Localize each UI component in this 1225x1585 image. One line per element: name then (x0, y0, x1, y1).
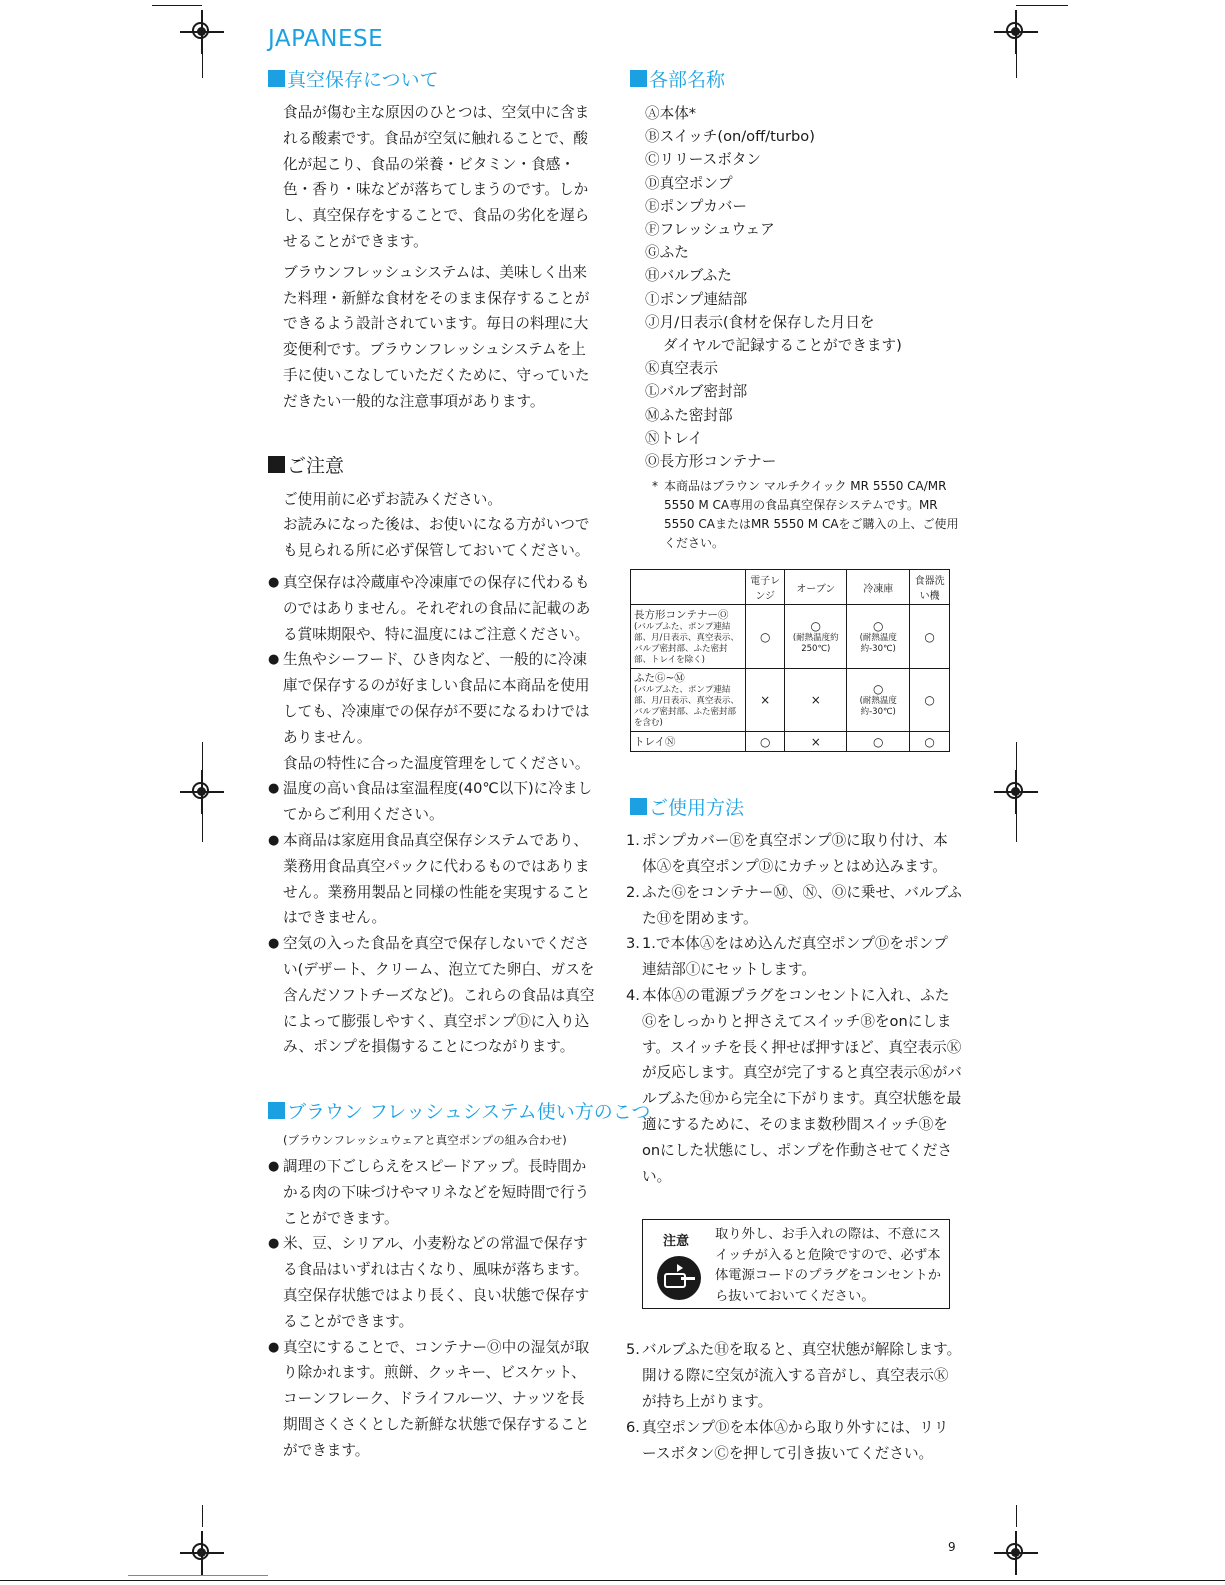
left-column (268, 64, 651, 1464)
table-header (631, 570, 746, 605)
trim-line-mid-left-v (202, 742, 203, 842)
caution-bullet: ● 温度の高い食品は室温程度(40℃以下)に冷ましてからご利用ください。 (268, 776, 598, 828)
bottom-rule (128, 1575, 268, 1576)
square-bullet-icon (268, 70, 285, 87)
trim-line-bottom-left-v (202, 1505, 203, 1527)
caution-bullet: ● 空気の入った食品を真空で保存しないでください(デザート、クリーム、泡立てた卵白、ガスを含んだソフトチーズなど)。これらの食品は真空によって膨張しやすく、真空ポンプⒹに入り込み、ポンプを損傷することにつながります。 (268, 931, 598, 1060)
page-number: 9 (948, 1540, 956, 1554)
caution-heading (268, 451, 598, 479)
part-item-continuation: ダイヤルで記録することができます) (663, 337, 902, 355)
vacuum-heading-text: 真空保存について (287, 68, 439, 91)
caution-bullet: ● 生魚やシーフード、ひき肉など、一般的に冷凍庫で保存するのが好ましい食品に本商品を使用しても、冷凍庫での保存が不要になるわけではありません。 (268, 647, 598, 750)
trim-line-bottom (0, 1580, 1225, 1581)
table-row-item: 長方形コンテナーⓄ (バルブふた、ポンプ連結部、月/日表示、真空表示、バルブ密封部、ふた密封部、トレイを除く) (631, 605, 746, 669)
caution-heading-text: ご注意 (287, 455, 345, 478)
parts-heading-text: 各部名称 (649, 68, 726, 91)
part-item: Ⓝトレイ (645, 429, 703, 447)
caution-bullet: ● 真空保存は冷蔵庫や冷凍庫での保存に代わるものではありません。それぞれの食品に記載のある賞味期限や、特に温度にはご注意ください。 (268, 570, 598, 647)
trim-line-top-right (1016, 5, 1068, 6)
unplug-warning-icon (657, 1256, 701, 1300)
parts-note: * 本商品はブラウン マルチクイック MR 5550 CA/MR 5550 M CA専用の食品真空保存システムです。MR 5550 CAまたはMR 5550 M CAをご購入の上、ご使用ください。 (652, 479, 959, 551)
table-row-item: ふたⒼ~Ⓜ (バルブふた、ポンプ連結部、月/日表示、真空表示、バルブ密封部、ふた密封部を含む) (631, 669, 746, 732)
table-row (631, 732, 950, 752)
trim-line-top-left-v (202, 40, 203, 78)
vacuum-heading (268, 64, 598, 92)
part-item: Ⓐ本体* (645, 105, 697, 122)
part-item: Ⓞ長方形コンテナー (645, 453, 777, 471)
caution-intro-1: ご使用前に必ずお読みください。 (283, 490, 502, 508)
bullet-dot-icon: ● (268, 652, 280, 668)
bullet-dot-icon: ● (268, 936, 280, 952)
tips-heading (268, 1096, 651, 1124)
table-header: 電子レンジ (746, 570, 785, 605)
trim-line-top-right-v (1016, 40, 1017, 78)
table-cell: ○ (910, 732, 950, 752)
caution-bullet: ● 本商品は家庭用食品真空保存システムであり、業務用食品真空パックに代わるものではありません。業務用製品と同様の性能を実現することはできません。 (268, 828, 598, 931)
part-item: Ⓓ真空ポンプ (645, 174, 733, 192)
tips-heading-text: ブラウン フレッシュシステム使い方のこつ (287, 1100, 651, 1123)
howto-step: 4. 本体Ⓐの電源プラグをコンセントに入れ、ふたⒼをしっかりと押さえてスイッチⒷをonにします。スイッチを長く押せば押すほど、真空表示Ⓚが反応します。真空が完了すると真空表示ⓀがバルブふたⒽから完全に下がります。真空状態を最適にするために、そのまま数秒間スイッチⒷをonにした状態にし、ポンプを作動させてください。 (626, 987, 962, 1185)
table-cell: ○ (耐熱温度約250℃) (785, 605, 847, 669)
bullet-dot-icon: ● (268, 1159, 280, 1175)
howto-step: 2. ふたⒼをコンテナーⓂ、Ⓝ、Ⓞに乗せ、バルブふたⒽを閉めます。 (626, 883, 962, 927)
square-bullet-icon (268, 456, 285, 473)
part-item: Ⓔポンプカバー (645, 197, 748, 215)
square-bullet-icon (268, 1102, 285, 1119)
trim-line-bottom-right-v (1016, 1505, 1017, 1527)
caution-intro-2: お読みになった後は、お使いになる方がいつでも見られる所に必ず保管しておいてください。 (283, 516, 590, 560)
registration-mark-bottom-right (994, 1531, 1038, 1575)
part-item: Ⓙ月/日表示(食材を保存した月日を (645, 313, 875, 331)
caution-label: 注意 (663, 1234, 690, 1250)
table-cell: ○ (746, 605, 785, 669)
vacuum-paragraph-1: 食品が傷む主な原因のひとつは、空気中に含まれる酸素です。食品が空気に触れることで、酸化が起こり、食品の栄養・ビタミン・食感・色・香り・味などが落ちてしまうのです。しかし、真空保存をすることで、食品の劣化を遅らせることができます。 (283, 104, 590, 250)
part-item: Ⓜふた密封部 (645, 406, 733, 424)
tips-bullet: ● 真空にすることで、コンテナーⓄ中の湿気が取り除かれます。煎餅、クッキー、ビスケット、コーンフレーク、ドライフルーツ、ナッツを長期間さくさくとした新鮮な状態で保存することができます。 (268, 1335, 598, 1464)
bullet-dot-icon: ● (268, 781, 280, 797)
bullet-dot-icon: ● (268, 832, 280, 848)
trim-line-top-left (152, 5, 202, 6)
table-row (631, 605, 950, 669)
usage-table (630, 569, 950, 752)
howto-step: 1. ポンプカバーⒺを真空ポンプⒹに取り付け、本体Ⓐを真空ポンプⒹにカチッとはめ込みます。 (626, 832, 948, 876)
registration-mark-bottom-left (180, 1531, 224, 1575)
part-item: Ⓛバルブ密封部 (645, 383, 748, 401)
table-cell: × (746, 669, 785, 732)
part-item: Ⓚ真空表示 (645, 360, 718, 378)
howto-step: 3. 1.で本体Ⓐをはめ込んだ真空ポンプⒹをポンプ連結部Ⓘにセットします。 (626, 935, 948, 979)
table-cell: ○ (耐熱温度約-30℃) (847, 669, 910, 732)
table-row-item: トレイⓃ (631, 732, 746, 752)
table-header: オーブン (785, 570, 847, 605)
table-cell: ○ (746, 732, 785, 752)
table-header: 冷凍庫 (847, 570, 910, 605)
tips-bullet: ● 米、豆、シリアル、小麦粉などの常温で保存する食品はいずれは古くなり、風味が落ちます。真空保存状態ではより長く、良い状態で保存することができます。 (268, 1231, 598, 1334)
square-bullet-icon (630, 798, 647, 815)
howto-steps (626, 828, 962, 1189)
caution-box (642, 1219, 950, 1309)
caution-bullet-followup: 食品の特性に合った温度管理をしてください。 (283, 754, 590, 772)
parts-list (630, 102, 962, 473)
parts-heading (630, 64, 962, 92)
table-cell: ○ (910, 669, 950, 732)
table-cell: ○ (耐熱温度約-30℃) (847, 605, 910, 669)
table-cell: ○ (847, 732, 910, 752)
right-column (626, 64, 962, 1466)
table-cell: × (785, 669, 847, 732)
tips-bullet: ● 調理の下ごしらえをスピードアップ。長時間かかる肉の下味づけやマリネなどを短時間で行うことができます。 (268, 1154, 598, 1231)
howto-heading-text: ご使用方法 (649, 796, 745, 819)
table-cell: ○ (910, 605, 950, 669)
howto-step: 5. バルブふたⒽを取ると、真空状態が解除します。開ける際に空気が流入する音がし、真空表示Ⓚが持ち上がります。 (626, 1341, 962, 1410)
square-bullet-icon (630, 70, 647, 87)
part-item: Ⓑスイッチ(on/off/turbo) (645, 128, 815, 146)
bullet-dot-icon: ● (268, 574, 280, 590)
trim-line-mid-right-v (1016, 742, 1017, 842)
part-item: Ⓖふた (645, 244, 689, 262)
table-header-row (631, 570, 950, 605)
howto-step: 6. 真空ポンプⒹを本体Ⓐから取り外すには、リリースボタンⒸを押して引き抜いてください。 (626, 1418, 949, 1462)
part-item: Ⓒリリースボタン (645, 151, 762, 169)
table-row (631, 669, 950, 732)
part-item: Ⓕフレッシュウェア (645, 221, 775, 239)
howto-steps-continued (626, 1337, 962, 1466)
tips-subheading: (ブラウンフレッシュウェアと真空ポンプの組み合わせ) (283, 1133, 567, 1148)
caution-text: 取り外し、お手入れの際は、不意にスイッチが入ると危険ですので、必ず本体電源コードのプラグをコンセントから抜いておいてください。 (715, 1227, 942, 1304)
howto-heading (630, 792, 962, 820)
vacuum-paragraph-2: ブラウンフレッシュシステムは、美味しく出来た料理・新鮮な食材をそのまま保存することができるよう設計されています。毎日の料理に大変便利です。ブラウンフレッシュシステムを上手に使いこなしていただくために、守っていただきたい一般的な注意事項があります。 (283, 263, 590, 410)
table-header: 食器洗い機 (910, 570, 950, 605)
bullet-dot-icon: ● (268, 1236, 280, 1252)
table-cell: × (785, 732, 847, 752)
language-title: JAPANESE (268, 26, 384, 52)
part-item: Ⓘポンプ連結部 (645, 290, 748, 308)
part-item: Ⓗバルブふた (645, 267, 732, 285)
bullet-dot-icon: ● (268, 1339, 280, 1355)
